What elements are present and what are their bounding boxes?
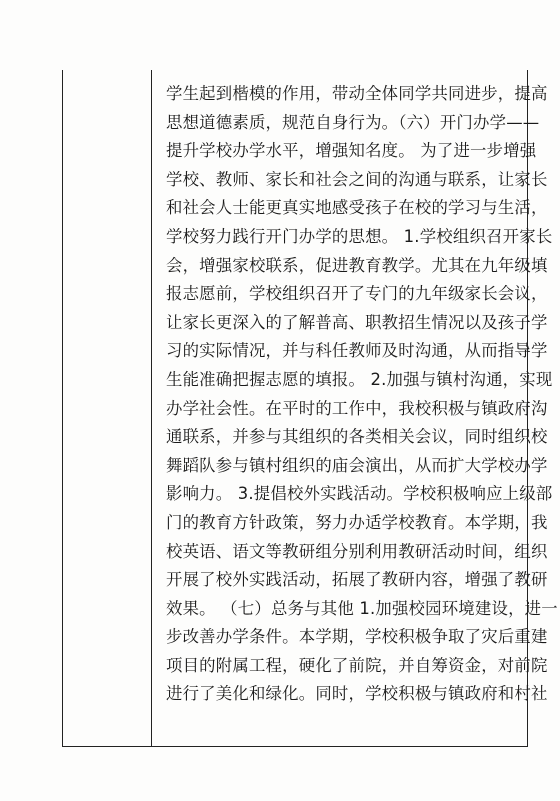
text-line: 学生起到楷模的作用，带动全体同学共同进步，提高 <box>166 84 548 103</box>
text-line: 提升学校办学水平，增强知名度。 为了进一步增强 <box>166 141 537 161</box>
text-line: 项目的附属工程，硬化了前院，并自筹资金，对前院 <box>166 655 548 675</box>
text-line: 进行了美化和绿化。同时，学校积极与镇政府和村社 <box>166 684 548 704</box>
text-line: 影响力。 3.提倡校外实践活动。学校积极响应上级部 <box>166 484 553 504</box>
text-line: 报志愿前，学校组织召开了专门的九年级家长会议， <box>166 284 548 304</box>
text-line: 门的教育方针政策，努力办适学校教育。本学期，我 <box>166 512 548 532</box>
text-line: 生能准确把握志愿的填报。 2.加强与镇村沟通，实现 <box>166 369 553 389</box>
text-line: 舞蹈队参与镇村组织的庙会演出，从而扩大学校办学 <box>166 455 548 475</box>
table-column-divider <box>151 70 152 746</box>
text-line: 和社会人士能更真实地感受孩子在校的学习与生活， <box>166 198 548 218</box>
text-line: 让家长更深入的了解普高、职教招生情况以及孩子学 <box>166 312 548 332</box>
text-line: 会，增强家校联系，促进教育教学。尤其在九年级填 <box>166 255 548 275</box>
text-line: 学校、教师、家长和社会之间的沟通与联系，让家长 <box>166 169 548 189</box>
text-line: 习的实际情况，并与科任教师及时沟通，从而指导学 <box>166 341 548 361</box>
report-body-text <box>166 80 558 709</box>
text-line: 通联系，并参与其组织的各类相关会议，同时组织校 <box>166 427 548 447</box>
text-line: 思想道德素质，规范自身行为。（六）开门办学—— <box>166 112 540 132</box>
text-line: 校英语、语文等教研组分别利用教研活动时间，组织 <box>166 541 548 561</box>
text-line: 步改善办学条件。本学期，学校积极争取了灾后重建 <box>166 627 548 647</box>
text-line: 办学社会性。在平时的工作中，我校积极与镇政府沟 <box>166 398 548 418</box>
text-line: 学校努力践行开门办学的思想。 1.学校组织召开家长 <box>166 226 553 246</box>
text-line: 开展了校外实践活动，拓展了教研内容，增强了教研 <box>166 570 548 590</box>
text-line: 效果。 （七）总务与其他 1.加强校园环境建设，进一 <box>166 598 558 618</box>
